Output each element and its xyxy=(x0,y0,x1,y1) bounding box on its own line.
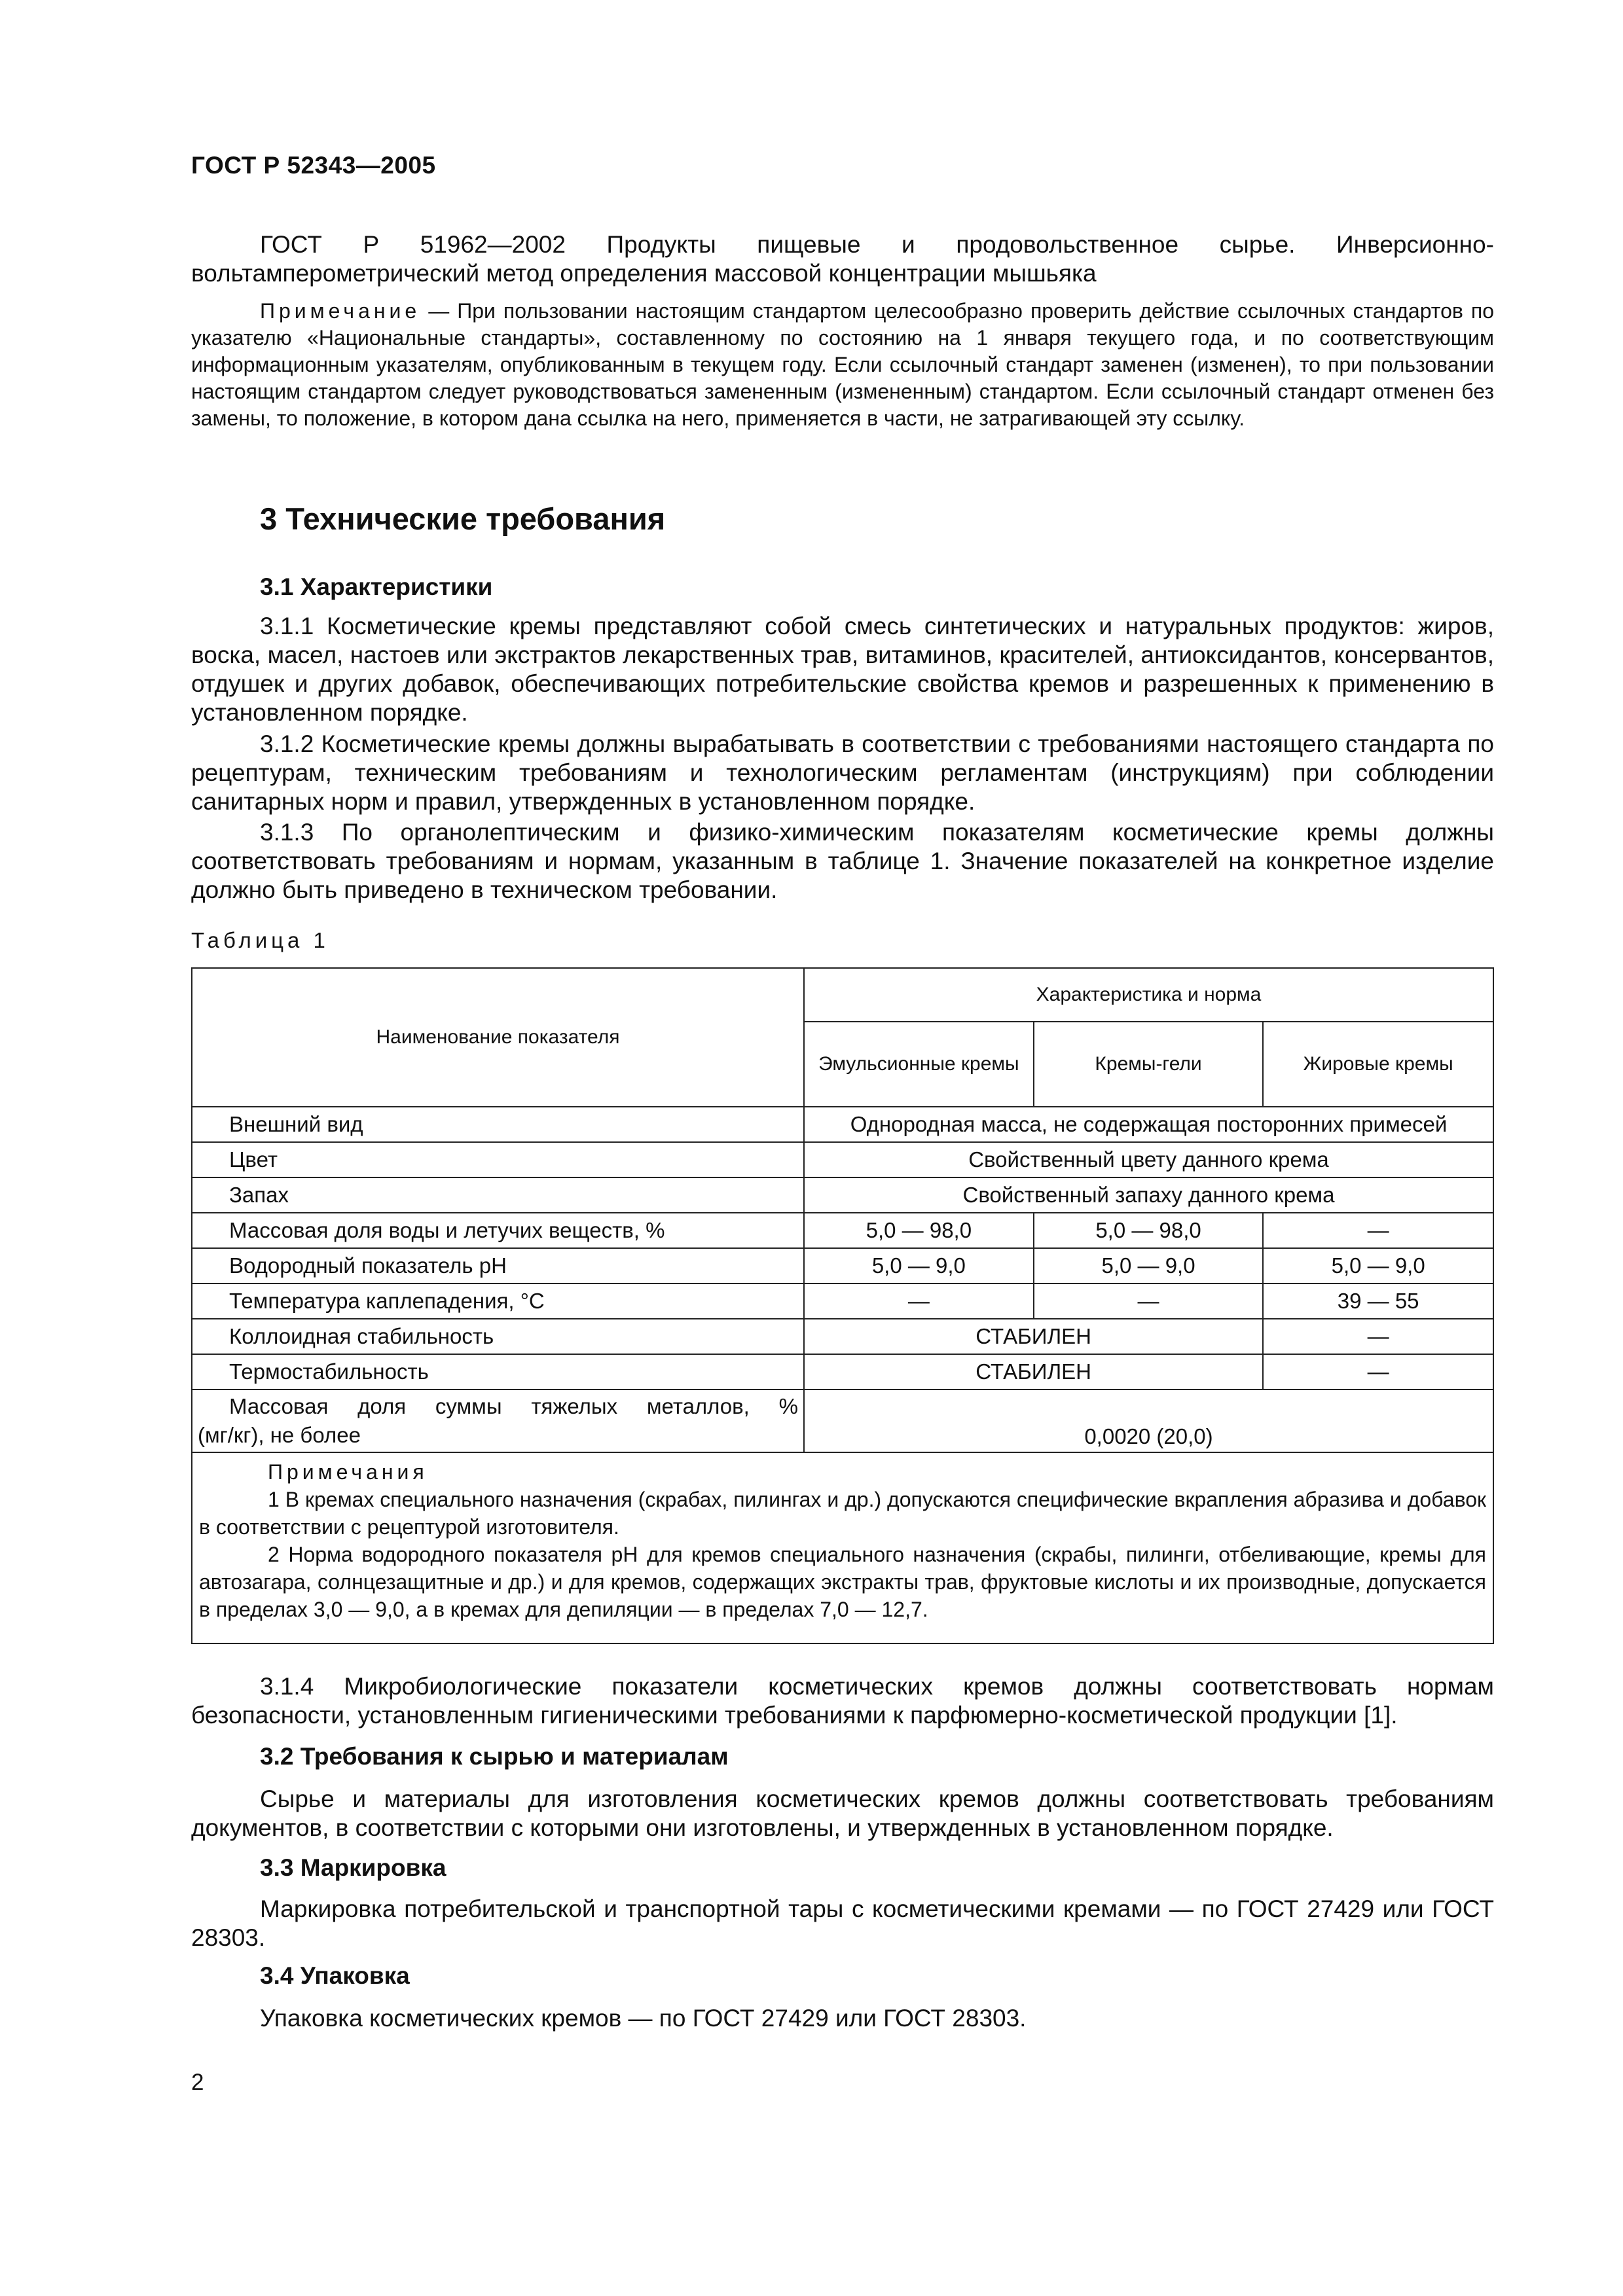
row-name: Запах xyxy=(192,1177,804,1213)
note-label: Примечание xyxy=(260,299,421,323)
subsection-3-3-title: 3.3 Маркировка xyxy=(260,1854,447,1881)
table-row xyxy=(192,1283,1493,1319)
paragraph-3-1-1: 3.1.1 Косметические кремы представляют собой смесь синтетических и натуральных продуктов: жиров, воска, масел, настоев или экстрактов лекарственных трав, витаминов, красителей, антиоксидантов, консервантов, отдушек и других добавок, обеспечивающих потребительские свойства кремов и разрешенных к применению в установленном порядке. xyxy=(191,613,1494,726)
row-name xyxy=(192,1390,804,1452)
table-notes-row xyxy=(192,1452,1493,1643)
intro-note xyxy=(191,298,1494,432)
row-value-gel: 5,0 — 9,0 xyxy=(1034,1248,1264,1283)
row-name: Внешний вид xyxy=(192,1107,804,1142)
row-value-fat: 5,0 — 9,0 xyxy=(1263,1248,1493,1283)
row-value-fat: — xyxy=(1263,1213,1493,1248)
row-name: Массовая доля воды и летучих веществ, % xyxy=(192,1213,804,1248)
row-value-gel: — xyxy=(1034,1283,1264,1319)
row-value-emulsion: 5,0 — 98,0 xyxy=(804,1213,1034,1248)
row-name: Цвет xyxy=(192,1142,804,1177)
table-header-row-1 xyxy=(192,968,1493,1022)
col-header-gel: Кремы-гели xyxy=(1034,1022,1264,1107)
table-row xyxy=(192,1319,1493,1354)
subsection-3-4-title: 3.4 Упаковка xyxy=(260,1962,410,1989)
table-1 xyxy=(191,967,1494,1644)
row-value-emulsion: — xyxy=(804,1283,1034,1319)
row-value: Свойственный запаху данного крема xyxy=(804,1177,1493,1213)
document-header: ГОСТ Р 52343—2005 xyxy=(191,152,436,179)
note-2: 2 Норма водородного показателя pH для кремов специального назначения (скрабы, пилинги, отбеливающие, кремы для автозагара, солнцезащитные и др.) и для кремов, содержащих экстракты трав, фруктовые кислоты и их производные, допускается в пределах 3,0 — 9,0, а в кремах для депиляции — в пределах 7,0 — 12,7. xyxy=(199,1543,1486,1621)
table-row xyxy=(192,1390,1493,1452)
table-row xyxy=(192,1354,1493,1390)
row-value-fat: — xyxy=(1263,1354,1493,1390)
paragraph-3-1-2: 3.1.2 Косметические кремы должны вырабатывать в соответствии с требованиями настоящего стандарта по рецептурам, техническим требованиям и технологическим регламентам (инструкциям) при соблюдении санитарных норм и правил, утвержденных в установленном порядке. xyxy=(191,730,1494,815)
table-caption: Таблица 1 xyxy=(191,928,329,952)
row-name: Термостабильность xyxy=(192,1354,804,1390)
row-value-gel: 5,0 — 98,0 xyxy=(1034,1213,1264,1248)
paragraph-3-1-3: 3.1.3 По органолептическим и физико-химическим показателям косметические кремы должны соответствовать требованиям и нормам, указанным в таблице 1. Значение показателей на конкретное изделие должно быть приведено в техническом требовании. xyxy=(191,819,1494,903)
col-header-fat: Жировые кремы xyxy=(1263,1022,1493,1107)
section-3-title: 3 Технические требования xyxy=(260,501,666,536)
row-value-emulsion-gel: СТАБИЛЕН xyxy=(804,1354,1263,1390)
table-row xyxy=(192,1213,1493,1248)
table-row xyxy=(192,1142,1493,1177)
row-value-fat: 39 — 55 xyxy=(1263,1283,1493,1319)
paragraph-3-3: Маркировка потребительской и транспортной тары с косметическими кремами — по ГОСТ 27429 или ГОСТ 28303. xyxy=(191,1895,1494,1951)
row-name-line1: Массовая доля суммы тяжелых металлов, % xyxy=(229,1394,798,1418)
paragraph-3-4: Упаковка косметических кремов — по ГОСТ 27429 или ГОСТ 28303. xyxy=(260,2005,1027,2032)
subsection-3-2-title: 3.2 Требования к сырью и материалам xyxy=(260,1743,729,1770)
row-name: Температура каплепадения, °С xyxy=(192,1283,804,1319)
table-notes xyxy=(192,1452,1493,1643)
paragraph-3-2: Сырье и материалы для изготовления косметических кремов должны соответствовать требованиям документов, в соответствии с которыми они изготовлены, и утвержденных в установленном порядке. xyxy=(191,1785,1494,1841)
subsection-3-1-title: 3.1 Характеристики xyxy=(260,573,493,600)
row-value: 0,0020 (20,0) xyxy=(804,1390,1493,1452)
row-value-fat: — xyxy=(1263,1319,1493,1354)
col-header-emulsion: Эмульсионные кремы xyxy=(804,1022,1034,1107)
row-value: Однородная масса, не содержащая посторонних примесей xyxy=(804,1107,1493,1142)
reference-gost-51962: ГОСТ Р 51962—2002 Продукты пищевые и продовольственное сырье. Инверсионно-вольтамперометрический метод определения массовой концентрации мышьяка xyxy=(191,231,1494,287)
page-number: 2 xyxy=(191,2070,204,2095)
notes-label: Примечания xyxy=(268,1460,428,1484)
table-row xyxy=(192,1248,1493,1283)
note-text: — При пользовании настоящим стандартом целесообразно проверить действие ссылочных стандартов по указателю «Национальные стандарты», составленному по состоянию на 1 января текущего года, и по соответствующим информационным указателям, опубликованным в текущем году. Если ссылочный стандарт заменен (изменен), то при пользовании настоящим стандартом следует руководствоваться замененным (измененным) стандартом. Если ссылочный стандарт отменен без замены, то положение, в котором дана ссылка на него, применяется в части, не затрагивающей эту ссылку. xyxy=(191,299,1494,430)
col-header-name: Наименование показателя xyxy=(192,968,804,1107)
paragraph-3-1-4: 3.1.4 Микробиологические показатели косметических кремов должны соответствовать нормам безопасности, установленным гигиеническими требованиями к парфюмерно-косметической продукции [1]. xyxy=(191,1673,1494,1729)
row-name: Водородный показатель pH xyxy=(192,1248,804,1283)
note-1: 1 В кремах специального назначения (скрабах, пилингах и др.) допускаются специфические вкрапления абразива и добавок в соответствии с рецептурой изготовителя. xyxy=(199,1488,1486,1539)
table-row xyxy=(192,1107,1493,1142)
row-name: Коллоидная стабильность xyxy=(192,1319,804,1354)
row-value: Свойственный цвету данного крема xyxy=(804,1142,1493,1177)
table-row xyxy=(192,1177,1493,1213)
row-name-line2: (мг/кг), не более xyxy=(198,1423,361,1447)
row-value-emulsion-gel: СТАБИЛЕН xyxy=(804,1319,1263,1354)
col-header-group: Характеристика и норма xyxy=(804,968,1493,1022)
row-value-emulsion: 5,0 — 9,0 xyxy=(804,1248,1034,1283)
